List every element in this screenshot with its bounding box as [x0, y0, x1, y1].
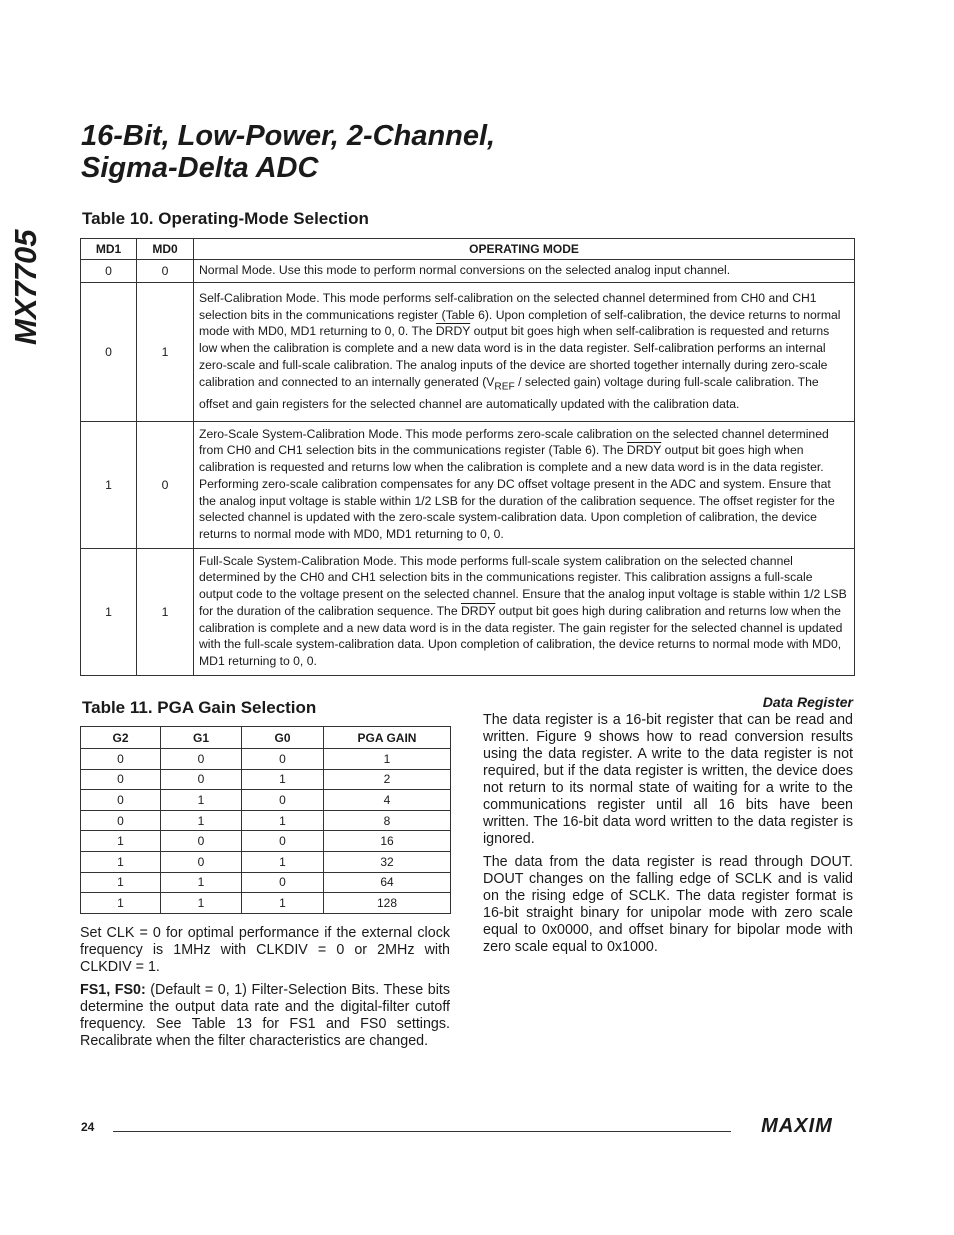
table-cell: 16	[324, 831, 451, 852]
md0-cell: 1	[137, 282, 194, 421]
table-cell: 0	[81, 810, 161, 831]
md1-cell: 0	[81, 260, 137, 283]
table-row	[81, 749, 451, 770]
data-register-heading: Data Register	[762, 694, 853, 710]
table-row	[81, 893, 451, 914]
table-cell: 0	[161, 851, 242, 872]
table-cell: 2	[324, 769, 451, 790]
table-cell: 1	[242, 810, 324, 831]
table-cell: 1	[161, 872, 242, 893]
table-cell: 1	[81, 831, 161, 852]
column-header: G0	[242, 727, 324, 749]
md1-cell: 0	[81, 282, 137, 421]
table-row	[81, 851, 451, 872]
drdy-signal: DRDY	[626, 443, 662, 458]
mode-text: Zero-Scale System-Calibration Mode. This mode performs zero-scale calibration on the selected channel determined from CH0 and CH1 selection bits in the communications register (Table 6). The	[199, 426, 829, 458]
md0-cell: 0	[137, 260, 194, 283]
table-cell: 0	[242, 831, 324, 852]
table-cell: 1	[161, 790, 242, 811]
title-line-1: 16-Bit, Low-Power, 2-Channel,	[81, 120, 496, 152]
column-header: G1	[161, 727, 242, 749]
left-column-text	[80, 925, 450, 1056]
column-header: MD1	[81, 239, 137, 260]
column-header: G2	[81, 727, 161, 749]
table-cell: 0	[81, 790, 161, 811]
maxim-logo-icon	[741, 1114, 853, 1136]
table-cell: 8	[324, 810, 451, 831]
table-row	[81, 872, 451, 893]
mode-text: / selected gain) voltage during full-scale calibration. The offset and gain registers for the selected channel are automatically updated with the calibration data.	[199, 374, 819, 411]
table-cell: 1	[324, 749, 451, 770]
table-cell: 0	[161, 831, 242, 852]
mode-text: Full-Scale System-Calibration Mode. This mode performs full-scale system calibration on the selected channel determined by the CH0 and CH1 selection bits in the communications register. This calibration assigns a full-scale output code to the voltage present on the selected channel. Ensure that the analog input voltage is stable within 1/2 LSB for the duration of the calibration sequence. The	[199, 553, 847, 618]
table-cell: 32	[324, 851, 451, 872]
mode-text: output bit goes high during calibration and returns low when the calibration is complete and a new data word is in the data register. The gain register for the selected channel is updated with the full-scale system-calibration data. Upon completion of calibration, the device returns to normal mode with MD0, MD1 returning to 0, 0.	[199, 603, 843, 668]
md0-cell: 1	[137, 548, 194, 675]
table-cell: 64	[324, 872, 451, 893]
table-row	[81, 421, 855, 548]
pga-gain-table	[80, 726, 451, 914]
table-row	[81, 548, 855, 675]
column-header: MD0	[137, 239, 194, 260]
table-row	[81, 790, 451, 811]
ref-subscript: REF	[494, 380, 515, 392]
table-row	[81, 810, 451, 831]
table-cell: 0	[242, 749, 324, 770]
table-cell: 128	[324, 893, 451, 914]
table-cell: 1	[81, 872, 161, 893]
table-row	[81, 831, 451, 852]
table-cell: 0	[81, 769, 161, 790]
table-row	[81, 282, 855, 421]
footer-rule	[113, 1131, 731, 1132]
column-header: PGA GAIN	[324, 727, 451, 749]
table-cell: 1	[242, 769, 324, 790]
mode-description	[194, 260, 855, 283]
mode-text: output bit goes high when calibration is requested and returns low when the calibration is complete and a new data word is in the data register. Performing zero-scale calibration compensates for any DC offset voltage present in the ADC and system. Ensure that the analog input voltage is stable within 1/2 LSB for the duration of the calibration sequence. The offset register for the selected channel is updated with the zero-scale system-calibration data. Upon completion of calibration, the device returns to normal mode with MD0, MD1 returning to 0, 0.	[199, 443, 835, 541]
md1-cell: 1	[81, 548, 137, 675]
table-cell: 4	[324, 790, 451, 811]
drdy-signal: DRDY	[435, 324, 471, 339]
mode-description	[194, 548, 855, 675]
table-cell: 0	[81, 749, 161, 770]
maxim-logo-text: MAXIM	[761, 1115, 833, 1136]
md0-cell: 0	[137, 421, 194, 548]
table11-caption: Table 11. PGA Gain Selection	[82, 698, 317, 717]
table-cell: 1	[81, 893, 161, 914]
table-cell: 1	[242, 851, 324, 872]
page-title	[81, 120, 781, 184]
fs-bits-label: FS1, FS0:	[80, 982, 146, 998]
table-cell: 1	[81, 851, 161, 872]
mode-text: Self-Calibration Mode. This mode performs self-calibration on the selected channel determined from CH0 and CH1 selection bits in the communications register (Table 6). Upon completion of self-calibration, the device returns to normal mode with MD0, MD1 returning to 0, 0. The	[199, 291, 841, 339]
column-header: OPERATING MODE	[194, 239, 855, 260]
table-cell: 1	[161, 810, 242, 831]
table10-caption: Table 10. Operating-Mode Selection	[82, 209, 369, 228]
table-header-row	[81, 239, 855, 260]
drdy-signal: DRDY	[460, 603, 496, 618]
data-register-paragraph-1: The data register is a 16-bit register that can be read and written. Figure 9 shows how to read conversion results using the data register. A write to the data register is not required, but if the data register is written, the device does not return to its normal state of waiting for a write to the communications register until all 16 bits have been written. The 16-bit data word written to the data register is ignored.	[483, 712, 853, 847]
table-cell: 0	[161, 749, 242, 770]
table-cell: 0	[161, 769, 242, 790]
table-header-row	[81, 727, 451, 749]
table-cell: 0	[242, 790, 324, 811]
mode-text: output bit goes high when self-calibration is requested and returns low when the calibration is complete and a new data word is in the data register. Self-calibration performs an internal zero-scale and full-scale calibration. The analog inputs of the device are shorted together internally during zero-scale calibration and connected to an internally generated (V	[199, 324, 830, 389]
table-row	[81, 260, 855, 283]
mode-text: Normal Mode. Use this mode to perform normal conversions on the selected analog input channel.	[199, 263, 731, 277]
table-cell: 1	[242, 893, 324, 914]
mode-description	[194, 282, 855, 421]
clk-paragraph: Set CLK = 0 for optimal performance if the external clock frequency is 1MHz with CLKDIV = 0 or 2MHz with CLKDIV = 1.	[80, 925, 450, 975]
mode-description	[194, 421, 855, 548]
fs-paragraph	[80, 982, 450, 1050]
page-number: 24	[81, 1120, 95, 1134]
operating-mode-table	[80, 238, 855, 676]
side-part-number: MX7705	[8, 229, 43, 345]
fs-bits-text: (Default = 0, 1) Filter-Selection Bits. These bits determine the output data rate and the digital-filter cutoff frequency. See Table 13 for FS1 and FS0 settings. Recalibrate when the filter characteristics are changed.	[80, 982, 450, 1049]
table-cell: 1	[161, 893, 242, 914]
title-line-2: Sigma-Delta ADC	[81, 152, 319, 184]
data-register-paragraph-2: The data from the data register is read through DOUT. DOUT changes on the falling edge of SCLK and is valid on the rising edge of SCLK. The data register format is 16-bit straight binary for unipolar mode with zero scale equal to 0x0000, and offset binary for bipolar mode with zero scale equal to 0x1000.	[483, 854, 853, 955]
table-cell: 0	[242, 872, 324, 893]
right-column-text	[483, 712, 853, 962]
table-row	[81, 769, 451, 790]
md1-cell: 1	[81, 421, 137, 548]
